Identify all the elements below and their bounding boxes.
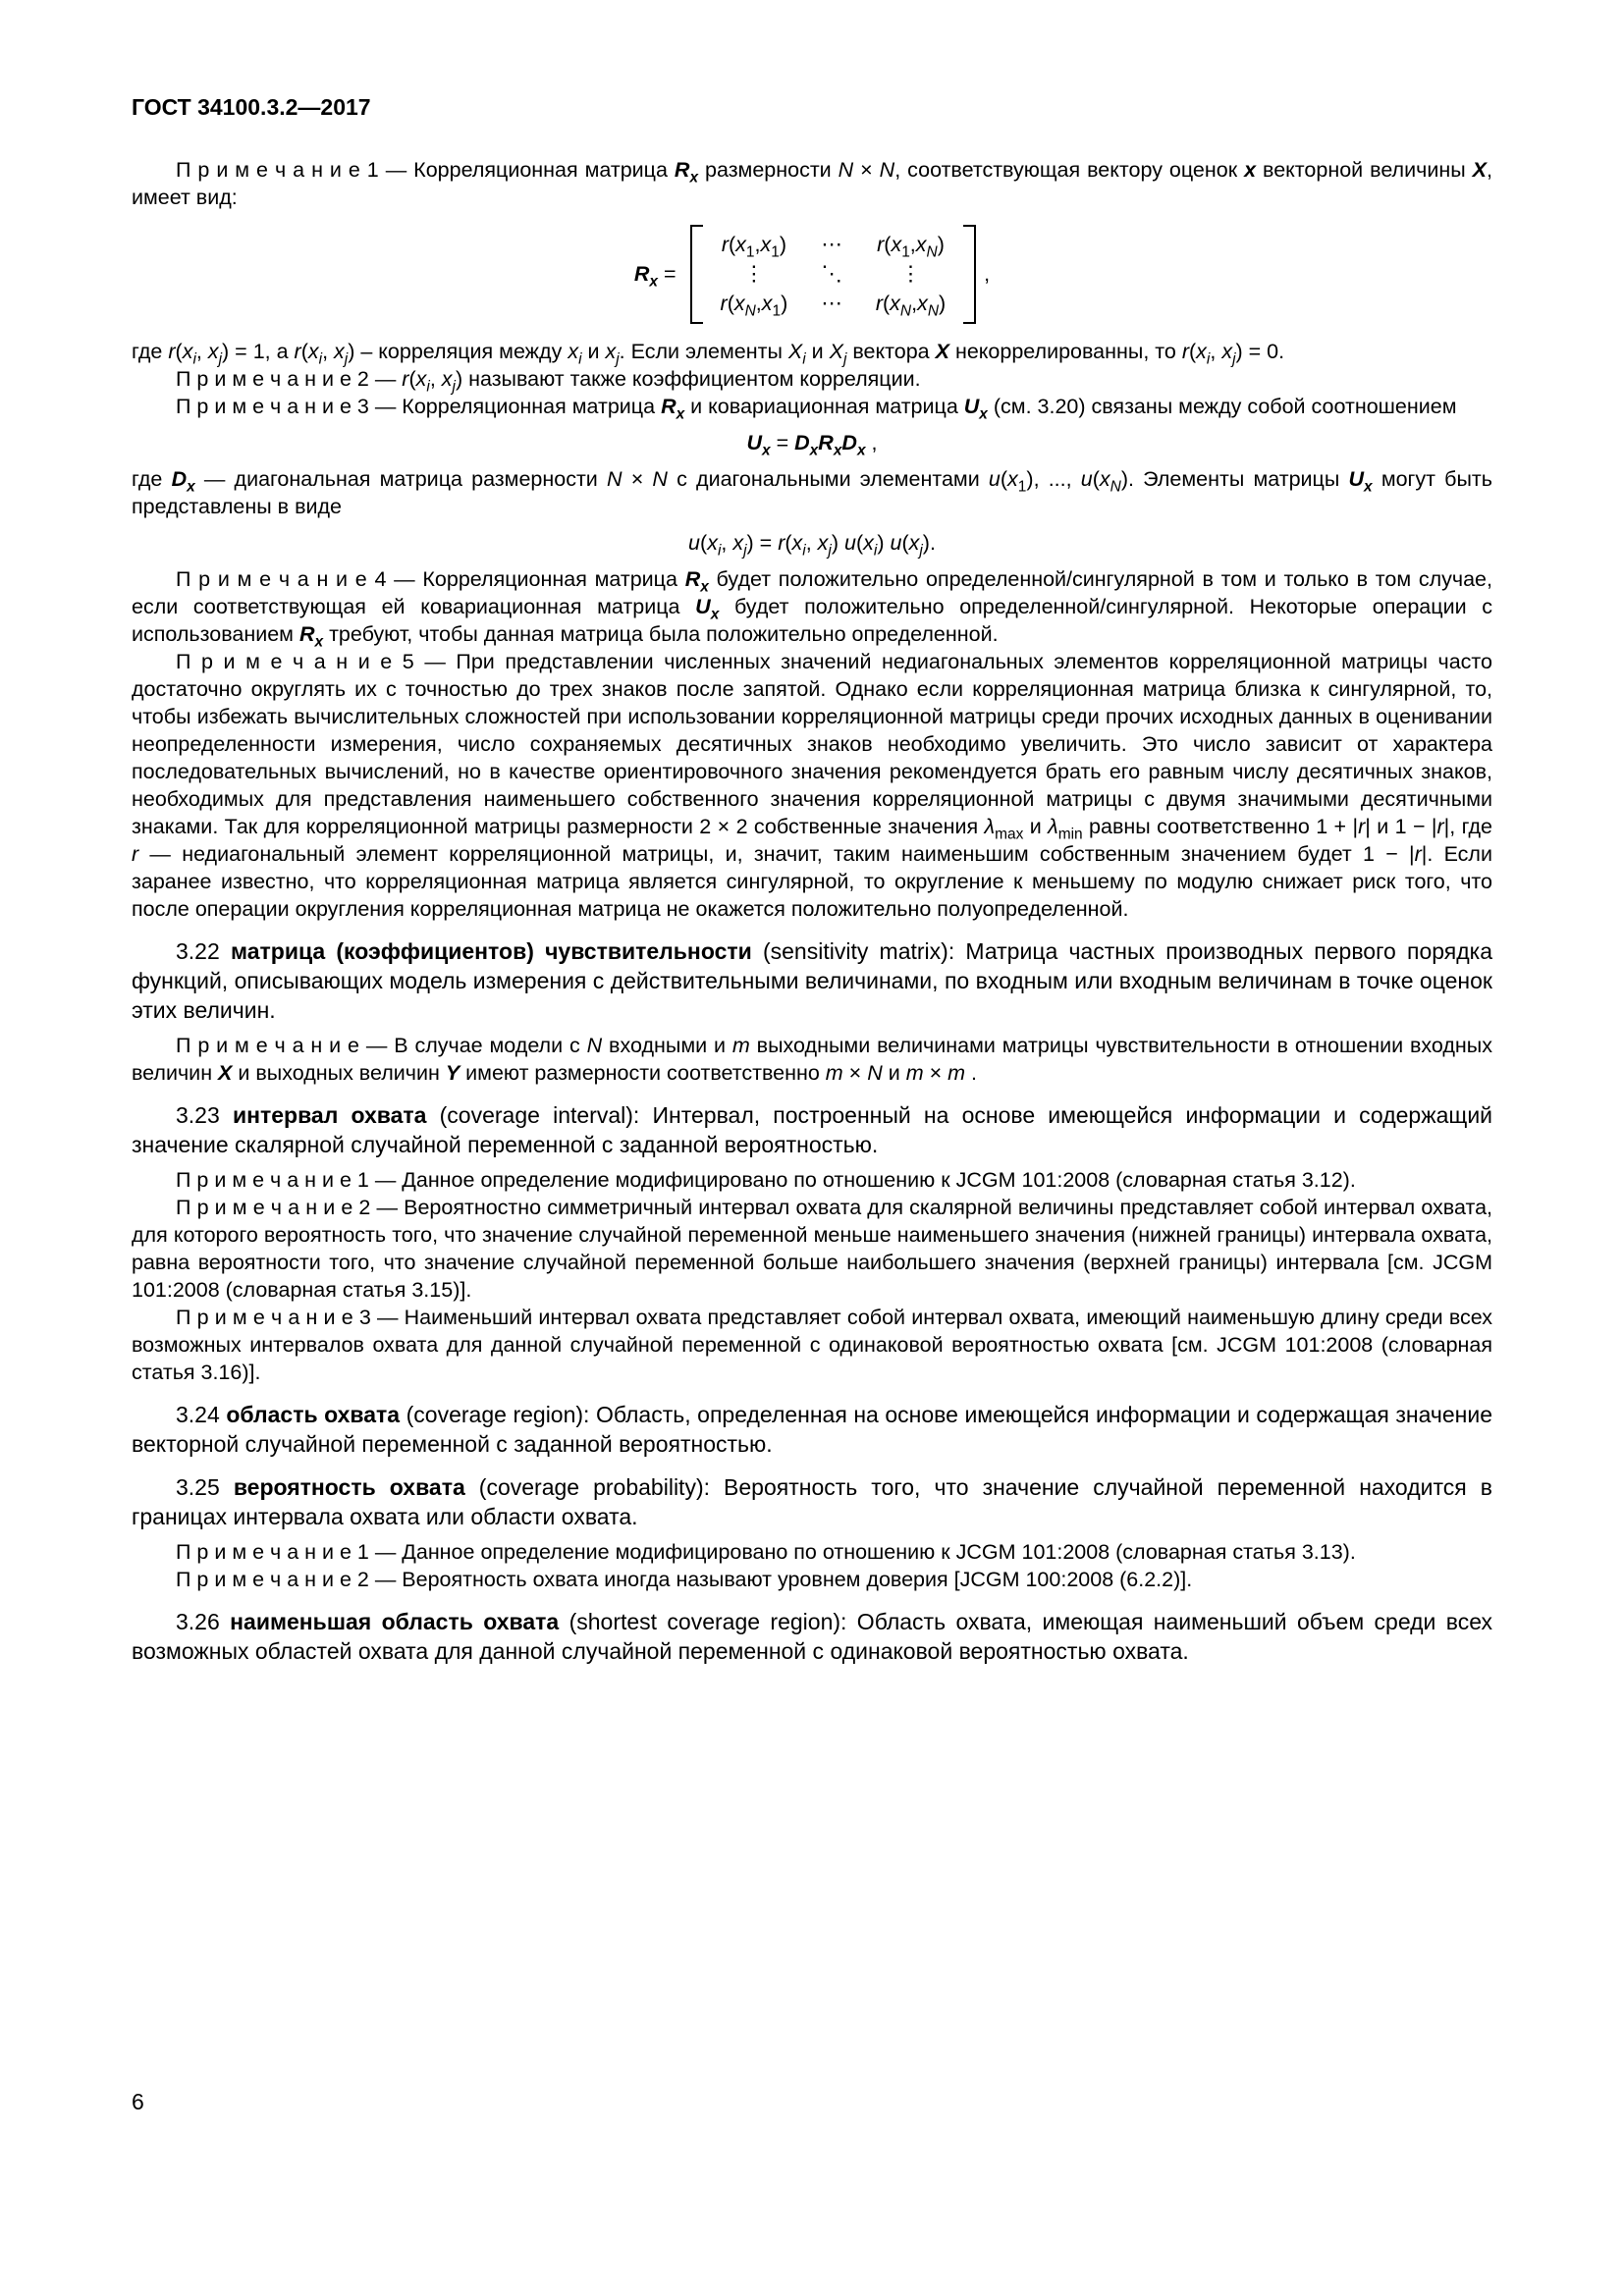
- note-paragraph: [132, 1166, 1492, 1194]
- text-run: (: [175, 340, 183, 363]
- text-run: ×: [622, 467, 653, 491]
- text-run: D: [171, 467, 188, 491]
- text-run: могут быть представлены в виде: [132, 467, 1492, 518]
- text-run: .: [965, 1061, 978, 1085]
- text-run: x: [568, 340, 579, 363]
- text-run: (: [1000, 467, 1008, 491]
- text-run: x: [700, 578, 709, 596]
- text-run: ,: [322, 340, 335, 363]
- text-run: r: [132, 842, 139, 866]
- text-run: x: [762, 442, 771, 459]
- text-run: (: [408, 367, 416, 391]
- text-run: П р и м е ч а н и е 5 — При представлении численных значений недиагональных элементов корреляционной матрицы часто достаточно округлять их с точностью до трех знаков после запятой. Однако если корреляционная матрица близка к сингулярной, то, чтобы избежать вычислительных сложностей при использовании корреляционной матрицы среди прочих исходных данных в оценивании неопределенности измерения, число сохраняемых десятичных знаков необходимо увеличить. Это число зависит от характера последовательных вычислений, но в качестве ориентировочного значения рекомендуется брать его равным числу десятичных знаков, необходимых для представления наименьшего собственного значения корреляционной матрицы с двумя значимыми десятичными знаками. Так для корреляционной матрицы размерности 2 × 2 собственные значения: [132, 650, 1492, 838]
- text-run: X: [1472, 158, 1487, 182]
- text-run: ×: [842, 1061, 868, 1085]
- text-run: П р и м е ч а н и е 1 — Данное определение модифицировано по отношению к JCGM 101:2008 (словарная статья 3.13).: [176, 1540, 1356, 1564]
- paragraph: [132, 936, 1492, 1025]
- text-run: (: [884, 233, 892, 256]
- text-run: x: [761, 292, 773, 315]
- text-run: ): [781, 292, 788, 315]
- text-run: ,: [429, 367, 442, 391]
- text-run: П р и м е ч а н и е 3 — Корреляционная матрица: [176, 395, 662, 418]
- text-run: R: [661, 395, 677, 418]
- text-run: (sensitivity matrix): Матрица частных производных первого порядка функций, описывающих модель измерения с действительными величинами, по входным или входным величинам в точке оценок этих величин.: [132, 938, 1493, 1023]
- text-run: max: [995, 826, 1024, 843]
- text-run: П р и м е ч а н и е 2 — Вероятность охвата иногда называют уровнем доверия [JCGM 100:2008 (6.2.2)].: [176, 1568, 1193, 1591]
- text-run: X: [218, 1061, 233, 1085]
- text-run: j: [743, 542, 747, 560]
- text-run: N: [652, 467, 668, 491]
- text-run: будет положительно определенной/сингулярной в том и только в том случае, если соответствующая ей ковариационная матрица: [132, 567, 1492, 618]
- matrix-cell: [721, 233, 788, 261]
- text-run: ): [831, 531, 844, 555]
- text-run: (: [785, 531, 792, 555]
- text-run: (: [728, 233, 736, 256]
- text-run: r: [1414, 842, 1422, 866]
- text-run: i: [802, 542, 806, 560]
- text-run: 3.23: [176, 1102, 233, 1128]
- text-run: x: [676, 405, 685, 423]
- content: [132, 156, 1492, 1666]
- text-run: ⋮: [743, 262, 765, 286]
- text-run: 3.26: [176, 1609, 231, 1634]
- text-run: r: [877, 233, 885, 256]
- text-run: — диагональная матрица размерности: [194, 467, 607, 491]
- text-run: x: [182, 340, 193, 363]
- text-run: и: [581, 340, 606, 363]
- note-paragraph: [132, 1538, 1492, 1566]
- text-run: x: [415, 367, 427, 391]
- text-run: (: [882, 292, 891, 315]
- text-run: П р и м е ч а н и е 3 — Наименьший интервал охвата представляет собой интервал охвата, имеющий наименьшую длину среди всех возможных интервалов охвата для данной случайной переменной с одинаковой вероятностью охвата [см. JCGM 101:2008 (словарная статья 3.16)].: [132, 1306, 1492, 1384]
- text-run: ,: [754, 233, 761, 256]
- text-run: j: [1232, 350, 1236, 368]
- text-run: где: [132, 340, 169, 363]
- text-run: N: [1110, 478, 1121, 496]
- text-run: u: [988, 467, 1001, 491]
- text-run: λ: [984, 815, 996, 838]
- text-run: j: [344, 350, 349, 368]
- matrix-cell: [721, 262, 788, 287]
- text-run: и ковариационная матрица: [684, 395, 964, 418]
- text-run: 1: [1017, 478, 1027, 496]
- paragraph: [132, 1100, 1492, 1159]
- text-run: R: [674, 158, 690, 182]
- note-paragraph: [132, 1566, 1492, 1593]
- text-run: (: [1092, 467, 1100, 491]
- paragraph: [132, 465, 1492, 520]
- text-run: ). Элементы матрицы: [1120, 467, 1349, 491]
- text-run: i: [802, 350, 806, 368]
- text-run: x: [915, 233, 927, 256]
- text-run: x: [817, 531, 829, 555]
- text-run: r: [1436, 815, 1444, 838]
- note-paragraph: [132, 156, 1492, 211]
- text-run: 1: [771, 243, 780, 261]
- text-run: x: [649, 273, 658, 291]
- text-run: x: [207, 340, 219, 363]
- note-paragraph: [132, 1194, 1492, 1304]
- text-run: (shortest coverage region): Область охвата, имеющая наименьший объем среди всех возможных областей охвата для данной случайной переменной с одинаковой вероятностью охвата.: [132, 1609, 1492, 1664]
- paragraph: [132, 1472, 1492, 1531]
- text-run: j: [218, 350, 223, 368]
- text-run: ,: [909, 233, 916, 256]
- text-run: выходными величинами матрицы чувствительности в отношении входных величин: [132, 1034, 1493, 1085]
- text-run: ,: [984, 262, 991, 286]
- matrix-cell: [821, 262, 842, 287]
- text-run: где: [132, 467, 172, 491]
- text-run: требуют, чтобы данная матрица была положительно определенной.: [323, 622, 999, 646]
- text-run: x: [760, 233, 772, 256]
- text-run: будет положительно определенной/сингулярной. Некоторые операции с использованием: [132, 595, 1492, 646]
- text-run: x: [307, 340, 319, 363]
- text-run: наименьшая область охвата: [230, 1609, 560, 1634]
- text-run: векторной величины: [1256, 158, 1473, 182]
- text-run: ⋱: [821, 262, 842, 286]
- matrix-cell: [821, 233, 842, 257]
- text-run: x: [917, 292, 928, 315]
- text-run: ), ...,: [1026, 467, 1081, 491]
- text-run: (см. 3.20) связаны между собой соотношением: [987, 395, 1457, 418]
- note-paragraph: [132, 565, 1492, 651]
- text-run: D: [794, 431, 810, 454]
- paragraph: [132, 1607, 1492, 1666]
- text-run: U: [1348, 467, 1365, 491]
- text-run: u: [844, 531, 856, 555]
- text-run: U: [746, 431, 763, 454]
- text-run: m: [905, 1061, 924, 1085]
- text-run: (coverage interval): Интервал, построенный на основе имеющейся информации и содержащий значение скалярной случайной переменной с заданной вероятностью.: [132, 1102, 1493, 1157]
- note-paragraph: [132, 1304, 1492, 1386]
- text-run: ): [877, 531, 891, 555]
- text-run: интервал охвата: [232, 1102, 427, 1128]
- text-run: N: [744, 302, 756, 320]
- text-run: П р и м е ч а н и е 1 — Данное определение модифицировано по отношению к JCGM 101:2008 (словарная статья 3.12).: [176, 1168, 1356, 1192]
- text-run: D: [841, 431, 857, 454]
- text-run: r: [168, 340, 176, 363]
- text-run: x: [833, 442, 842, 459]
- text-run: ⋯: [821, 292, 842, 315]
- text-run: u: [890, 531, 902, 555]
- text-run: N: [606, 467, 623, 491]
- text-run: равны соответственно 1 + |: [1082, 815, 1359, 838]
- text-run: i: [1206, 350, 1211, 368]
- text-run: N: [899, 302, 912, 320]
- matrix-formula: [132, 225, 1492, 324]
- formula: [132, 429, 1492, 459]
- text-run: x: [856, 442, 866, 459]
- text-run: 3.24: [176, 1402, 227, 1427]
- text-run: ×: [853, 158, 880, 182]
- text-run: ): [779, 233, 787, 256]
- text-run: R: [298, 622, 315, 646]
- text-run: r: [721, 233, 729, 256]
- text-run: 1: [901, 243, 910, 261]
- text-run: U: [695, 595, 711, 618]
- text-run: x: [710, 606, 720, 623]
- text-run: 1: [772, 302, 782, 320]
- text-run: область охвата: [226, 1402, 401, 1427]
- paragraph: [132, 1400, 1492, 1459]
- text-run: λ: [1048, 815, 1058, 838]
- text-run: x: [733, 292, 745, 315]
- text-run: N: [879, 158, 895, 182]
- text-run: ,: [755, 292, 762, 315]
- text-run: ,: [1210, 340, 1222, 363]
- text-run: x: [791, 531, 803, 555]
- text-run: r: [1358, 815, 1366, 838]
- text-run: и: [805, 340, 830, 363]
- text-run: (: [300, 340, 308, 363]
- matrix-cell: [876, 262, 946, 287]
- text-run: u: [688, 531, 701, 555]
- text-run: ,: [805, 531, 818, 555]
- text-run: П р и м е ч а н и е 2 —: [176, 367, 403, 391]
- text-run: x: [809, 442, 819, 459]
- text-run: r: [402, 367, 409, 391]
- text-run: j: [616, 350, 620, 368]
- text-run: N: [926, 243, 938, 261]
- text-run: x: [187, 478, 195, 496]
- text-run: x: [1221, 340, 1233, 363]
- text-run: i: [192, 350, 196, 368]
- text-run: x: [314, 633, 324, 651]
- text-run: N: [586, 1034, 603, 1057]
- text-run: и: [882, 1061, 906, 1085]
- text-run: ): [938, 292, 947, 315]
- text-run: =: [658, 262, 677, 286]
- matrix-cell: [821, 292, 842, 316]
- matrix-bracket-left: [690, 225, 703, 324]
- text-run: ) = 0.: [1235, 340, 1285, 363]
- text-run: П р и м е ч а н и е — В случае модели с: [176, 1034, 587, 1057]
- text-run: . Если элементы: [619, 340, 788, 363]
- text-run: Y: [445, 1061, 460, 1085]
- note-paragraph: [132, 648, 1492, 923]
- text-run: вектора: [846, 340, 936, 363]
- text-run: ×: [923, 1061, 948, 1085]
- text-run: min: [1057, 826, 1083, 843]
- text-run: N: [867, 1061, 883, 1085]
- text-run: (: [727, 292, 734, 315]
- text-run: (: [855, 531, 864, 555]
- text-run: j: [842, 350, 847, 368]
- text-run: x: [334, 340, 345, 363]
- document-header: ГОСТ 34100.3.2—2017: [132, 94, 371, 120]
- page-number: 6: [132, 2089, 144, 2114]
- text-run: ,: [195, 340, 208, 363]
- text-run: (: [901, 531, 909, 555]
- text-run: N: [838, 158, 854, 182]
- text-run: x: [732, 531, 744, 555]
- paragraph: [132, 338, 1492, 368]
- text-run: i: [873, 542, 878, 560]
- text-run: ) = 1, а: [222, 340, 295, 363]
- text-run: R: [818, 431, 834, 454]
- text-run: и: [1023, 815, 1049, 838]
- text-run: ) =: [746, 531, 779, 555]
- text-run: ⋮: [899, 262, 922, 286]
- text-run: m: [731, 1034, 750, 1057]
- text-run: размерности: [698, 158, 839, 182]
- text-run: x: [735, 233, 746, 256]
- text-run: r: [294, 340, 301, 363]
- text-run: П р и м е ч а н и е 2 — Вероятностно симметричный интервал охвата для скалярной величины представляет собой интервал охвата, для которого вероятность того, что значение случайной переменной меньше наименьшего значения (нижней границы) интервала охвата, равна вероятности того, что значение случайной переменной больше наибольшего значения (верхней границы) интервала [см. JCGM 101:2008 (словарная статья 3.15)].: [132, 1196, 1492, 1302]
- text-run: , соответствующая вектору оценок: [894, 158, 1245, 182]
- text-run: m: [825, 1061, 843, 1085]
- text-run: x: [707, 531, 718, 555]
- text-run: r: [778, 531, 785, 555]
- text-run: U: [963, 395, 980, 418]
- text-run: x: [1196, 340, 1207, 363]
- text-run: (: [700, 531, 708, 555]
- matrix-grid: [707, 225, 960, 324]
- text-run: N: [927, 302, 939, 320]
- text-run: ) – корреляция между: [348, 340, 568, 363]
- matrix-cell: [720, 292, 788, 320]
- formula: [132, 529, 1492, 560]
- text-run: x: [1244, 158, 1257, 182]
- text-run: , имеет вид:: [132, 158, 1492, 209]
- text-run: П р и м е ч а н и е 4 — Корреляционная матрица: [176, 567, 685, 591]
- text-run: 3.22: [176, 938, 231, 964]
- text-run: =: [770, 431, 795, 454]
- text-run: x: [1099, 467, 1110, 491]
- text-run: ⋯: [821, 233, 842, 256]
- text-run: j: [919, 542, 923, 560]
- text-run: |. Если заранее известно, что корреляционная матрица является сингулярной, то округление к меньшему по модулю снижает риск того, что после операции округления корреляционная матрица не окажется положительно полуопределенной.: [132, 842, 1492, 921]
- text-run: j: [828, 542, 832, 560]
- text-run: X: [829, 340, 843, 363]
- matrix-cell: [876, 233, 946, 261]
- text-run: m: [947, 1061, 966, 1085]
- text-run: i: [717, 542, 722, 560]
- text-run: П р и м е ч а н и е 1 — Корреляционная матрица: [176, 158, 675, 182]
- text-run: u: [1080, 467, 1093, 491]
- text-run: x: [1364, 478, 1373, 496]
- text-run: (: [1189, 340, 1197, 363]
- matrix-cell: [875, 292, 947, 320]
- note-paragraph: [132, 365, 1492, 396]
- text-run: 1: [745, 243, 755, 261]
- text-run: (coverage probability): Вероятность того, что значение случайной переменной находится в границах интервала охвата или области охвата.: [132, 1474, 1492, 1529]
- text-run: r: [875, 292, 883, 315]
- text-run: (coverage region): Область, определенная на основе имеющейся информации и содержащая значение векторной случайной переменной с заданной вероятностью.: [132, 1402, 1493, 1457]
- text-run: ): [937, 233, 945, 256]
- text-run: x: [979, 405, 988, 423]
- text-run: матрица (коэффициентов) чувствительности: [231, 938, 752, 964]
- text-run: x: [1007, 467, 1018, 491]
- text-run: ,: [911, 292, 918, 315]
- text-run: X: [935, 340, 949, 363]
- text-run: ,: [721, 531, 733, 555]
- text-run: вероятность охвата: [233, 1474, 465, 1500]
- text-run: i: [578, 350, 582, 368]
- text-run: — недиагональный элемент корреляционной матрицы, и, значит, таким наименьшим собственным значением будет 1 − |: [138, 842, 1415, 866]
- text-run: ).: [922, 531, 936, 555]
- text-run: x: [689, 169, 699, 187]
- text-run: x: [441, 367, 453, 391]
- text-run: и выходных величин: [232, 1061, 446, 1085]
- text-run: x: [908, 531, 920, 555]
- text-run: | и 1 − |: [1365, 815, 1437, 838]
- note-paragraph: [132, 1032, 1492, 1087]
- text-run: ,: [865, 431, 878, 454]
- matrix-bracket-right: [963, 225, 976, 324]
- text-run: X: [787, 340, 803, 363]
- text-run: некоррелированны, то: [948, 340, 1182, 363]
- text-run: x: [891, 233, 902, 256]
- text-run: x: [890, 292, 900, 315]
- text-run: 3.25: [176, 1474, 234, 1500]
- text-run: имеют размерности соответственно: [460, 1061, 826, 1085]
- text-run: R: [633, 262, 650, 286]
- text-run: с диагональными элементами: [667, 467, 989, 491]
- text-run: x: [863, 531, 874, 555]
- note-paragraph: [132, 393, 1492, 423]
- text-run: i: [426, 378, 430, 396]
- text-run: r: [720, 292, 728, 315]
- text-run: r: [1181, 340, 1189, 363]
- text-run: i: [318, 350, 323, 368]
- matrix-lhs: [633, 262, 677, 291]
- text-run: x: [605, 340, 617, 363]
- text-run: j: [452, 378, 456, 396]
- text-run: |, где: [1443, 815, 1492, 838]
- text-run: R: [684, 567, 701, 591]
- text-run: ) называют также коэффициентом корреляции.: [455, 367, 921, 391]
- matrix-trailing-punctuation: [984, 262, 990, 287]
- text-run: входными и: [602, 1034, 732, 1057]
